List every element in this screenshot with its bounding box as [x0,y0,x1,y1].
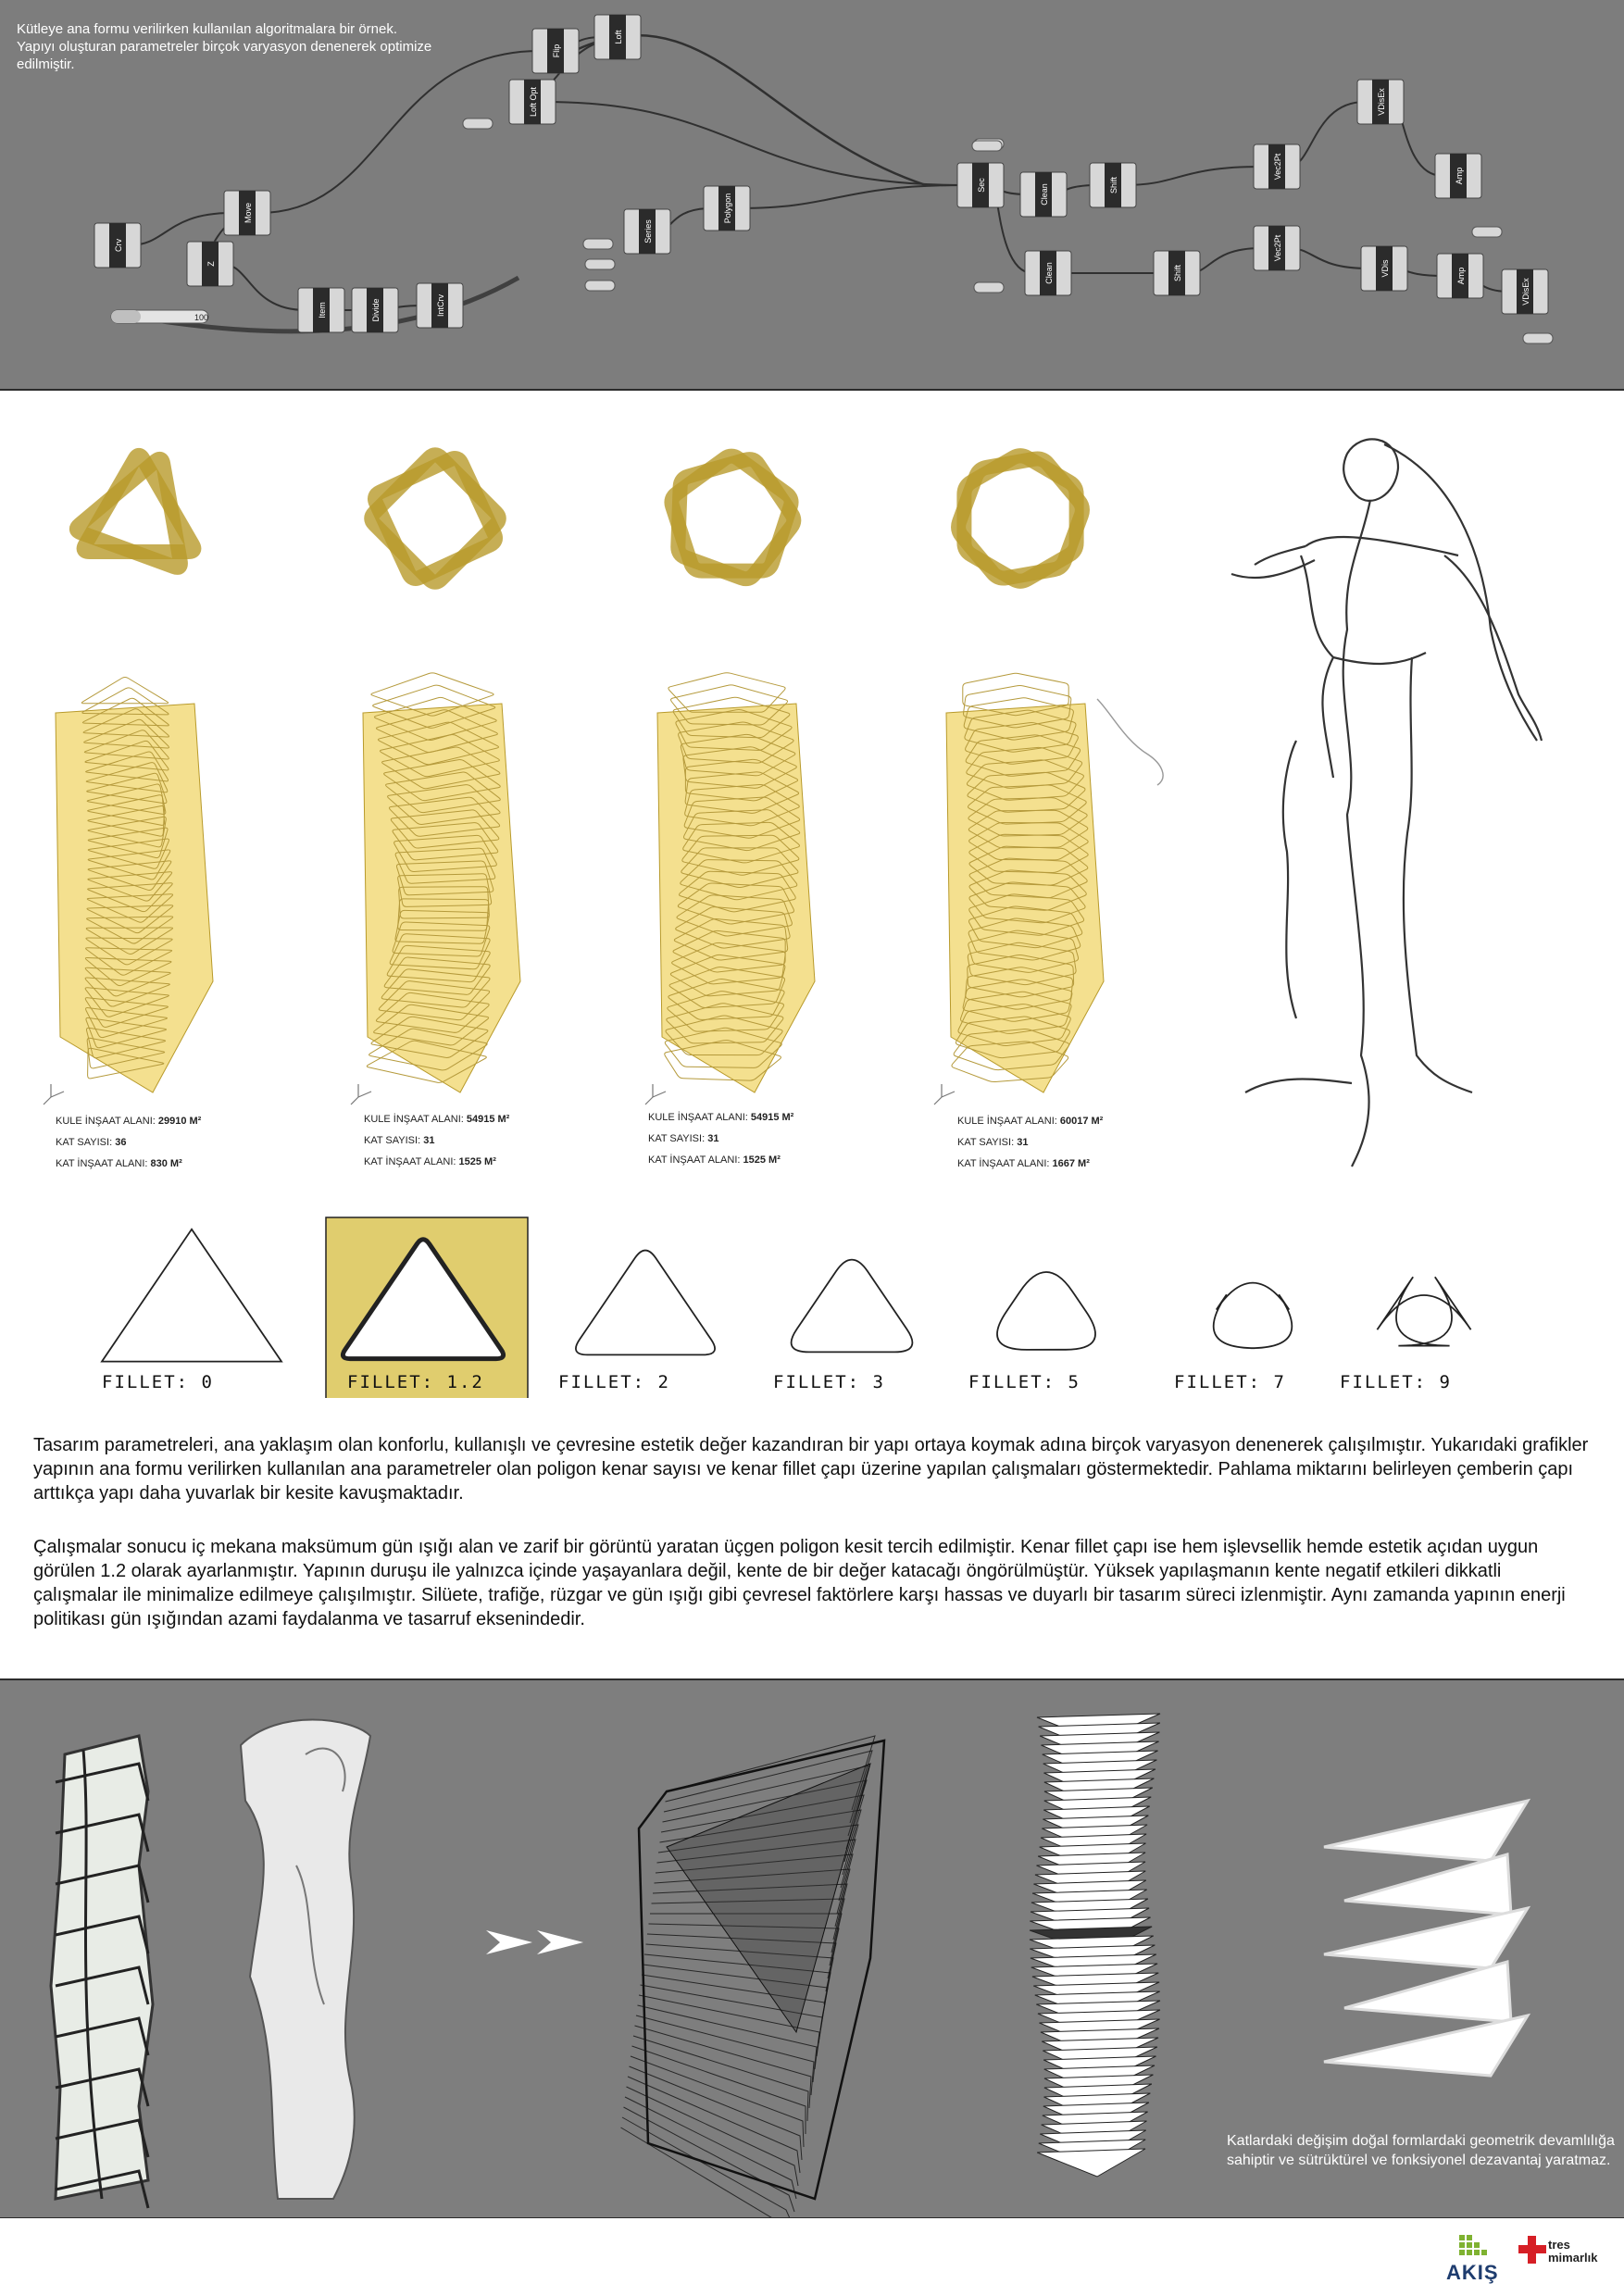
panel-param-3 [583,239,613,249]
axis-lines [645,1084,666,1104]
gh-node-label: Clean [1040,183,1049,206]
divider-footer [0,2217,1624,2218]
wire-layer [636,2015,814,2095]
gh-node-series [624,209,670,254]
fillet-label-1: FILLET: 1.2 [347,1372,484,1392]
gh-node-label: Clean [1044,262,1054,284]
gh-node-flip [532,29,579,73]
tres-logo-text: tres mimarlık [1548,2238,1598,2265]
gh-node-label: Loft [614,30,623,44]
fillet-label-5: FILLET: 7 [1174,1372,1286,1392]
fillet-triangle-0 [102,1229,281,1362]
wire-21 [544,102,965,185]
gh-node-label: Divide [371,298,381,322]
fillet-triangle-6 [1377,1277,1470,1345]
sketch-stroke-6 [1404,657,1472,1092]
gh-node-label: VDis [1380,259,1390,278]
wire-12 [1125,167,1261,185]
tower-stats-3: KULE İNŞAAT ALANI: 54915 M² KAT SAYISI: 31 KAT İNŞAAT ALANI: 1525 M² [648,1112,794,1166]
plan-ring [375,458,495,579]
arrow-2 [537,1930,583,1954]
tower-stats-2: KULE İNŞAAT ALANI: 54915 M² KAT SAYISI: 31 KAT İNŞAAT ALANI: 1525 M² [364,1114,510,1167]
sketch-stroke-7 [1283,741,1296,1018]
gh-node-label: Shift [1109,176,1118,194]
gh-node-label: Polygon [723,193,732,224]
sketch-stroke-0 [1343,439,1398,501]
gh-node-label: Loft Opt [529,86,538,118]
fillet-study [0,1213,1624,1398]
exploded-plate [1324,1801,1528,1861]
axis-icon [351,1084,371,1104]
wire-2 [222,264,306,310]
gh-node-label: Amp [1456,267,1466,285]
paragraph-2: Çalışmalar sonucu iç mekana maksümum gün ışığı alan ve zarif bir görüntü yaratan üçgen poligon kesit tercih edilmiştir. Kenar fillet çapı ise hem işlevsellik hemde estetik açıdan uygun görülen 1.2 olarak ayarlanmıştır. Yapının duruşu ile yalnızca içinde yaşayanlara değil, kente de bir değer katacağı öngörülmüştür. Yüksek yapılaşmanın kente negatif etkileri dikkatli çalışmalar ile minimalize edilmeye çalışılmıştır. Silüete, trafiğe, rüzgar ve gün ışığı gibi çevresel faktörlere karşı hassas ve duyarlı bir tasarım süreci izlenmiştir. Aynı zamanda yapının enerji politikası gün ışığından azami faydalanma ve tasarruf eksenindedir. [33,1537,1566,1629]
gh-node-shift [1154,251,1200,295]
wire-layer [628,2077,800,2173]
fillet-label-4: FILLET: 5 [968,1372,1081,1392]
axis-icon [44,1084,64,1104]
plan-shape-3 [671,456,793,579]
panel-param-6 [972,141,1002,151]
gh-node-label: Crv [114,239,123,252]
exploded-plate [1344,1854,1511,1915]
gh-node-intcrv [417,283,463,328]
plan-shape-1 [77,455,194,568]
gh-node-amp [1435,154,1481,198]
gh-node-label: Flip [552,44,561,58]
panel-param-2 [974,282,1004,293]
gh-node-sec [957,163,1004,207]
tower-stats-4: KULE İNŞAAT ALANI: 60017 M² KAT SAYISI: 31 KAT İNŞAAT ALANI: 1667 M² [957,1116,1104,1169]
fillet-label-0: FILLET: 0 [102,1372,214,1392]
torso-sketch [241,1720,370,2200]
gh-node-label: Vec2Pt [1273,234,1282,262]
sketch-stroke-4 [1444,555,1542,741]
floor-plate [1037,2149,1145,2177]
number-slider [111,310,208,323]
plan-shape-2 [371,455,499,582]
gh-node-label: Amp [1455,167,1464,185]
exploded-plate [1324,1908,1528,1968]
grasshopper-diagram [0,0,1624,389]
gh-node-polygon [704,186,750,231]
slider-value: 100 [194,313,209,322]
plan-ring [958,458,1082,578]
floor-outline [81,677,168,703]
axis-lines [351,1084,371,1104]
gh-node-label: Item [318,302,327,318]
gh-node-label: Vec2Pt [1273,153,1282,181]
panel-param-4 [585,259,615,269]
fillet-label-3: FILLET: 3 [773,1372,885,1392]
figure-sketch [1231,439,1542,1167]
gh-node-label: VDisEx [1377,88,1386,116]
gh-node-vdisex [1502,269,1548,314]
panel-param-7 [1472,227,1502,237]
wire-layer [631,2056,804,2147]
sketch-stroke-11 [1384,444,1537,741]
sketch-stroke-2 [1305,537,1458,555]
sketch-stroke-8 [1255,546,1305,565]
tower-2 [351,673,520,1104]
fillet-label-2: FILLET: 2 [558,1372,670,1392]
exploded-plate [1324,2015,1528,2076]
sketch-stroke-1 [1343,500,1370,1167]
gh-node-clean [1025,251,1071,295]
next-arrows-icon [486,1930,583,1954]
gh-node-crv [94,223,141,268]
exploded-plate [1344,1962,1511,2022]
gh-node-divide [352,288,398,332]
gh-node-label: Sec [977,178,986,193]
wireframe-study [621,1736,885,2217]
gh-node-vec2pt [1254,144,1300,189]
stacked-floors [1030,1714,1160,2177]
algorithm-panel [0,0,1624,389]
plan-shape-4 [958,455,1082,581]
floor-variation-caption: Katlardaki değişim doğal formlardaki geometrik devamlılığa sahiptir ve sütrüktürel ve fonksiyonel dezavantaj yaratmaz. [1227,2133,1615,2168]
model-sketch [51,1736,153,2208]
intro-text: Kütleye ana formu verilirken kullanılan algoritmalara bir örnek. Yapıyı oluşturan parametreler birçok varyasyon denenerek optimize edilmiştir. [17,21,432,72]
akis-logo-text: AKIŞ [1446,2261,1499,2284]
gh-node-item [298,288,344,332]
gh-node-move [224,191,270,235]
arrow-1 [486,1930,532,1954]
gh-node-label: IntCrv [436,293,445,318]
tower-mass [56,704,213,1092]
gh-node-z [187,242,233,286]
fillet-label-6: FILLET: 9 [1340,1372,1452,1392]
paragraph-1: Tasarım parametreleri, ana yaklaşım olan konforlu, kullanışlı ve çevresine estetik değer kazandıran bir yapı ortaya koymak adına birçok varyasyon denenerek çalışılmıştır. Yukarıdaki grafikler yapının ana formu verilirken kullanılan ana parametreler olan poligon kenar sayısı ve kenar fillet çapı üzerine yapılan çalışmaları göstermektedir. Pahlama miktarını belirleyen çemberin çapı arttıkça yapı daha yuvarlak bir kesite kavuşmaktadır. [33,1435,1589,1504]
gh-node-vdisex [1357,80,1404,124]
gh-node-label: Z [206,261,216,267]
gh-node-vec2pt [1254,226,1300,270]
axis-lines [44,1084,64,1104]
axis-icon [934,1084,955,1104]
torso-body [241,1720,370,2200]
tower-4 [934,673,1104,1104]
wire-9 [739,185,965,208]
tres-logo-icon [1518,2236,1546,2264]
wire-5 [259,51,540,213]
gh-node-label: VDisEx [1521,278,1530,306]
hand-stroke [1097,699,1163,785]
gh-node-loft [594,15,641,59]
fillet-triangle-2 [576,1251,715,1355]
wire-18 [1289,248,1368,268]
panel-param-0 [463,119,493,129]
gh-node-shift [1090,163,1136,207]
fillet-triangle-3 [792,1260,913,1353]
gh-node-loft-opt [509,80,556,124]
hand-sketch [1097,699,1163,785]
tower-3 [645,673,815,1104]
exploded-floors [1324,1801,1528,2076]
gh-node-label: Series [643,219,653,243]
wire-layer [621,2128,792,2217]
axis-lines [934,1084,955,1104]
panel-param-5 [585,281,615,291]
tower-stats-1: KULE İNŞAAT ALANI: 29910 M² KAT SAYISI: 36 KAT İNŞAAT ALANI: 830 M² [56,1116,202,1169]
gh-node-label: Shift [1173,264,1182,282]
gh-node-vdis [1361,246,1407,291]
panel-param-8 [1523,333,1553,343]
axis-icon [645,1084,666,1104]
gh-node-amp [1437,254,1483,298]
tower-studies [0,389,1624,1583]
fillet-triangle-5 [1214,1283,1293,1349]
tower-1 [44,677,213,1104]
fillet-triangle-4 [997,1272,1095,1350]
gh-node-label: Move [244,202,253,224]
sketch-stroke-3 [1301,555,1333,778]
slider-tag [111,310,141,323]
gh-node-clean [1020,172,1067,217]
sketch-stroke-10 [1245,1079,1352,1092]
